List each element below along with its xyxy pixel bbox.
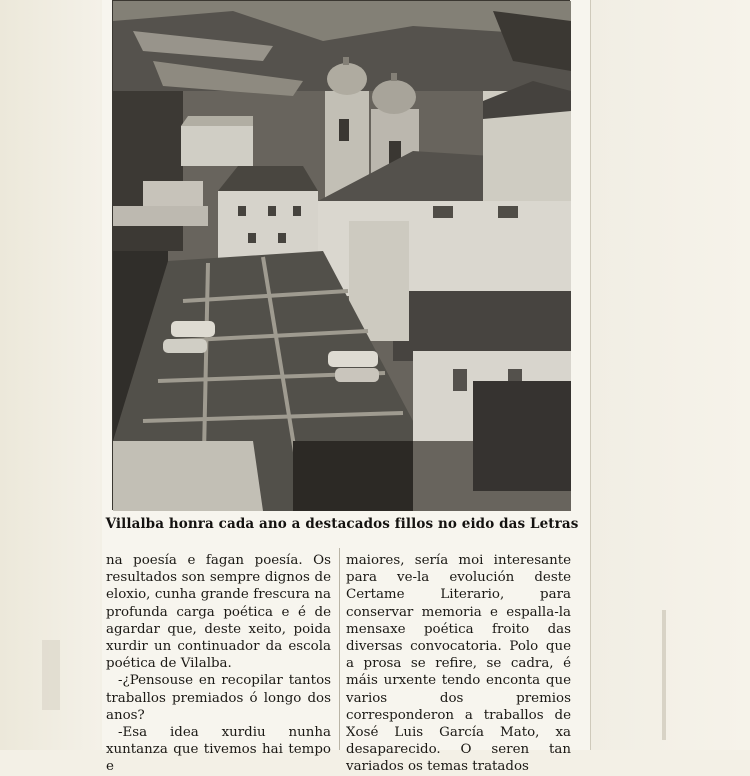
article-column-left <box>106 552 331 775</box>
scan-background-left <box>0 0 100 750</box>
town-square-photo <box>112 0 570 510</box>
scan-background-right <box>590 0 750 750</box>
paragraph: na poesía e fagan poesía. Os resultados son sempre dignos de eloxio, cunha grande frescura na profunda carga poética e é de agardar que, deste xeito, poida xurdir un continuador da escola poética de Vilalba. <box>106 553 331 672</box>
photo-illustration <box>113 1 571 511</box>
newspaper-clipping <box>102 0 591 775</box>
column-divider <box>339 548 340 750</box>
article-column-right <box>346 552 571 775</box>
paragraph: maiores, sería moi interesante para ve-la evolución deste Certame Literario, para conservar memoria e espalla-la mensaxe poética froito das diversas convocatoria. Polo que a prosa se refire, se cadra, é máis urxente tendo enconta que varios dos premios corresponderon a traballos de Xosé Luis García Mato, xa desaparecido. O seren tan variados os temas tratados <box>346 553 571 775</box>
paragraph: -Esa idea xurdiu nunha xuntanza que tivemos hai tempo e <box>106 725 331 775</box>
scan-artifact <box>42 640 60 710</box>
paragraph: -¿Pensouse en recopilar tantos traballos premiados ó longo dos anos? <box>106 673 331 723</box>
photo-caption: Villalba honra cada ano a destacados fillos no eido das Letras <box>105 516 579 532</box>
scan-artifact <box>662 610 666 740</box>
